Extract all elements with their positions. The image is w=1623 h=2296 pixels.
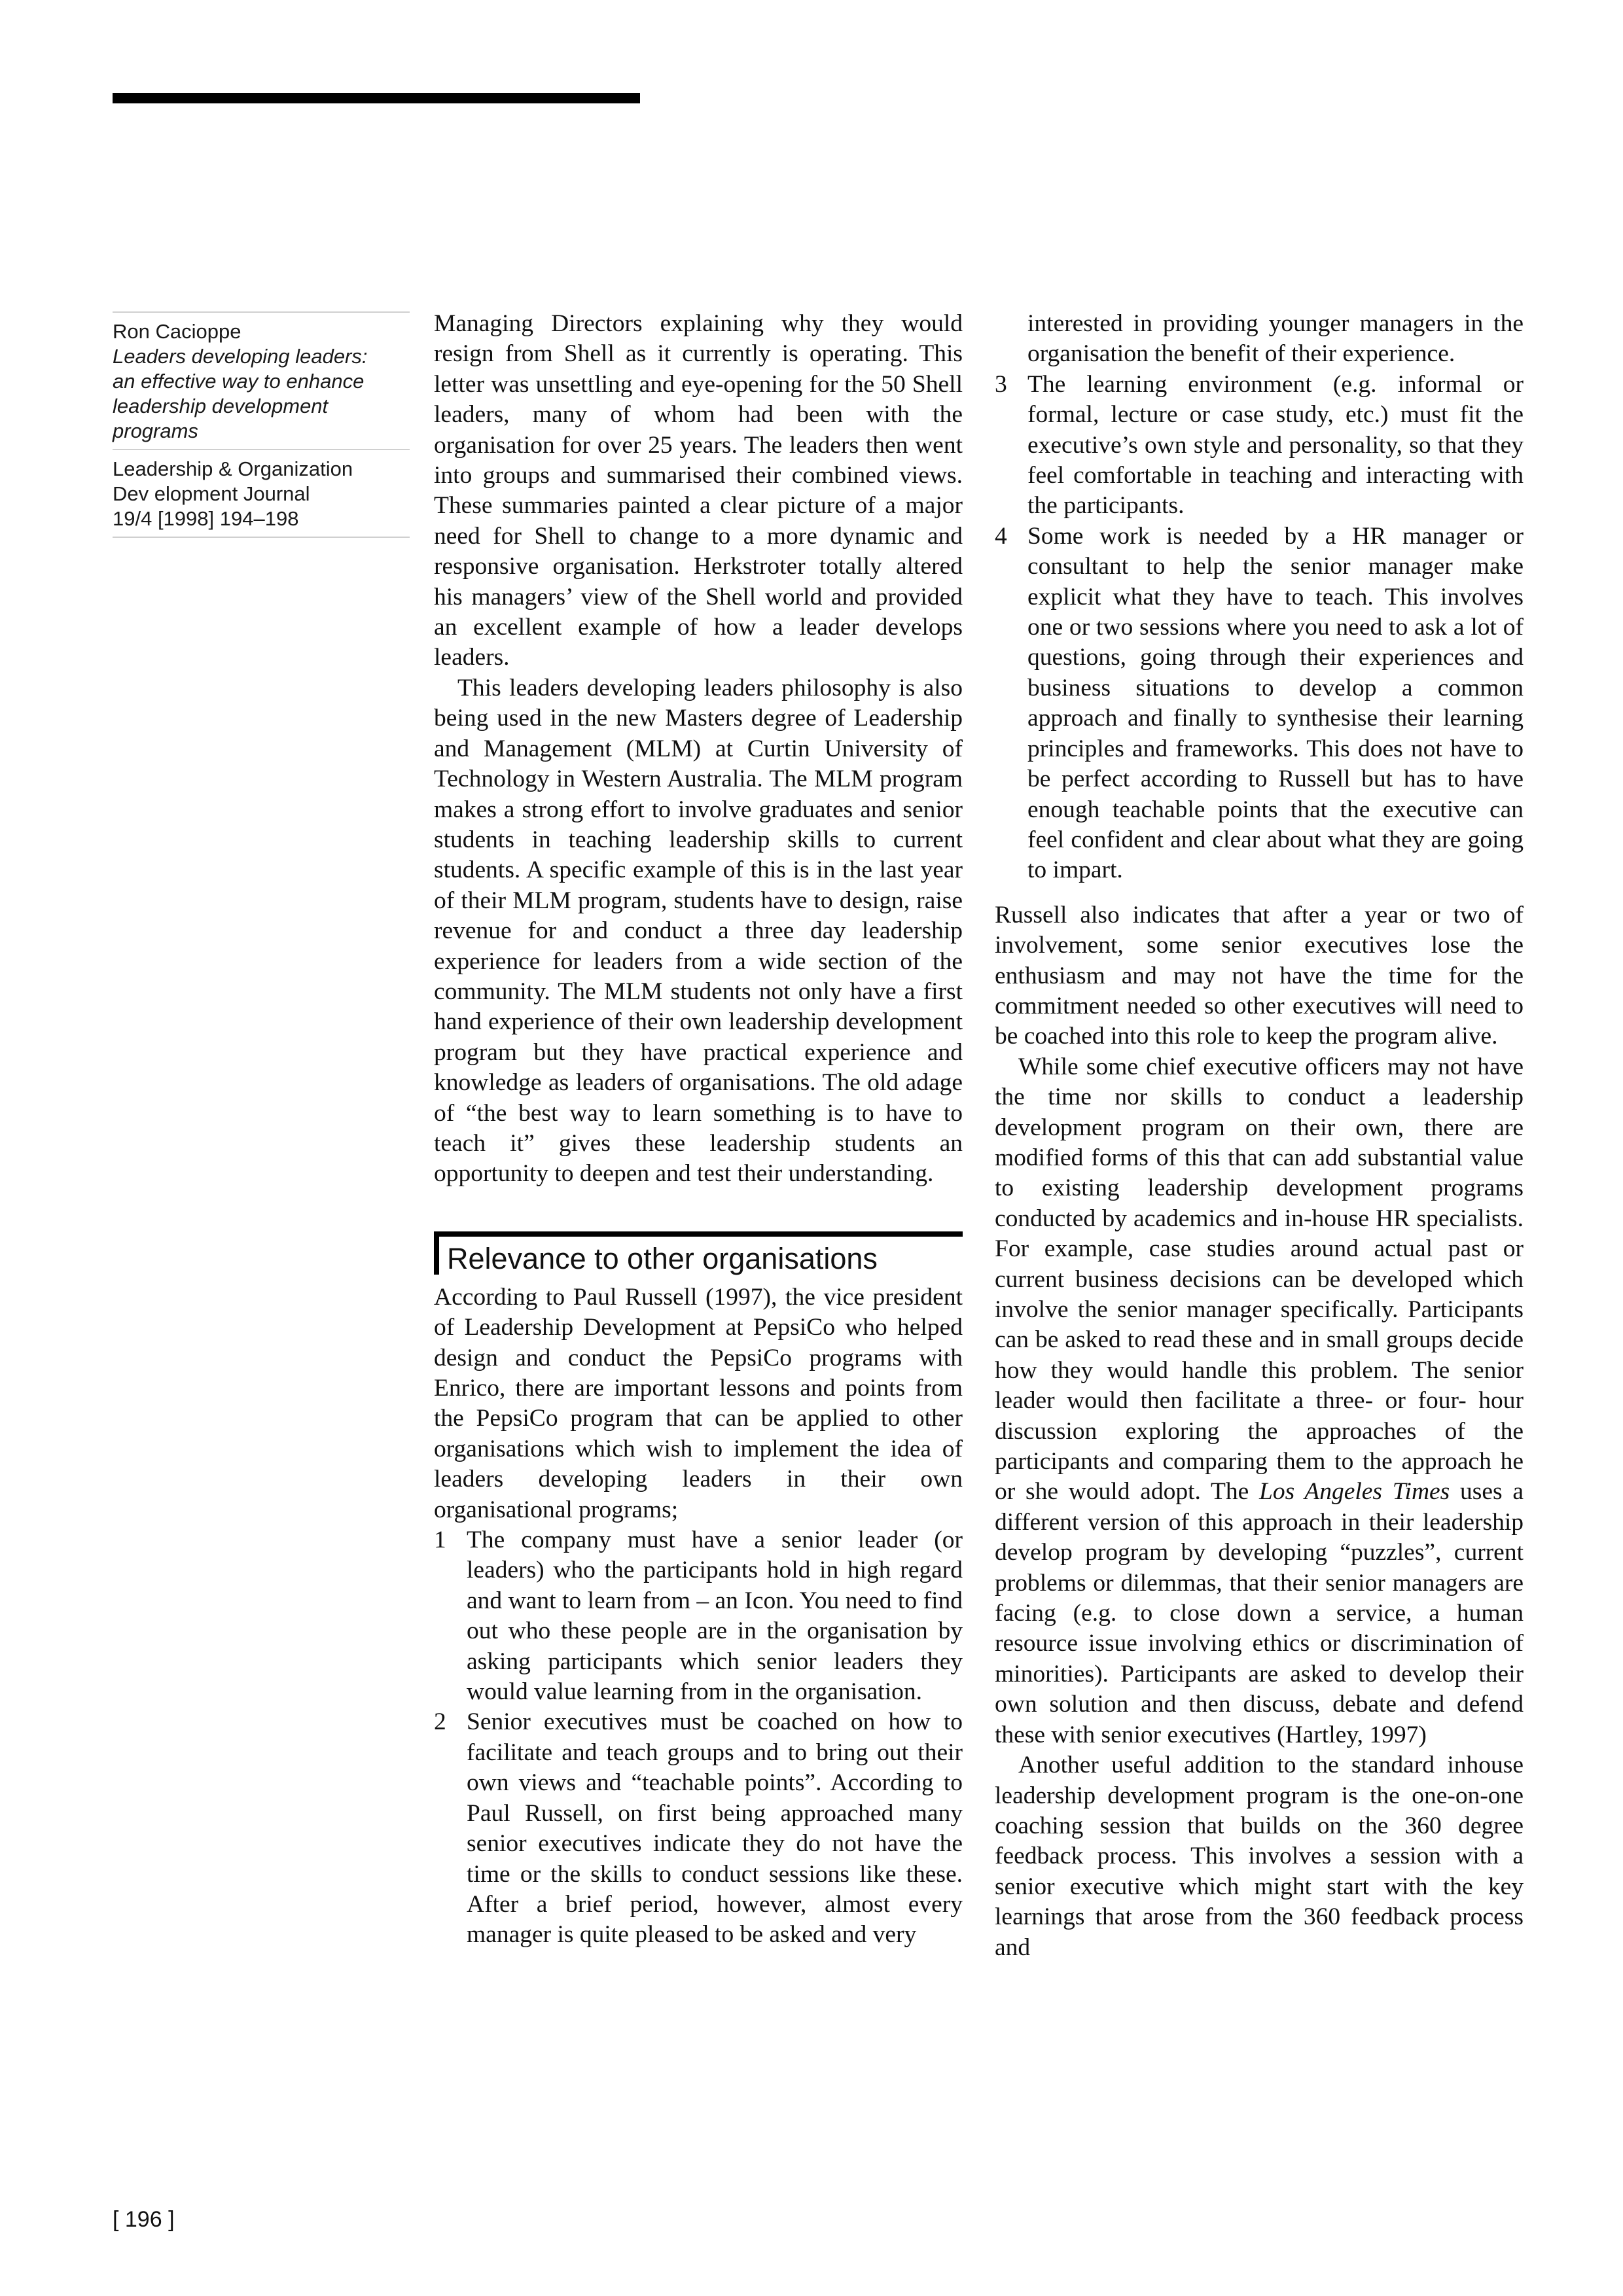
body-column-1: [434, 309, 963, 1951]
paragraph: Managing Directors explaining why they would resign from Shell as it currently is operating. This letter was unsettling and eye-opening for the 50 Shell leaders, many of whom had been with the organisation for over 25 years. The leaders then went into groups and summarised their combined views. These summaries painted a clear picture of a major need for Shell to change to a more dynamic and responsive organisation. Herkstroter totally altered his managers’ view of the Shell world and provided an excellent example of how a leader develops leaders.: [434, 310, 963, 671]
paragraph: Another useful addition to the standard inhouse leadership development program is the one-on-one coaching session that builds on the 360 degree feedback process. This involves a session with a senior executive which might start with the key learnings that arose from the 360 feedback process and: [995, 1752, 1524, 1961]
body-column-2: [995, 309, 1524, 1963]
journal-citation: 19/4 [1998] 194–198: [113, 507, 299, 530]
journal-name: Leadership & Organization: [113, 457, 353, 480]
publication-name: Los Angeles Times: [1259, 1478, 1450, 1506]
page-number: [ 196 ]: [113, 2207, 175, 2232]
section-heading-text: Relevance to other organisations: [447, 1241, 878, 1275]
list-item: 4 Some work is needed by a HR manager or consultant to help the senior manager make explicit what they have to teach. This involves one or two sessions where you need to ask a lot of questions, going through their experiences and business situations to develop a common approach and finally to synthesise their learning principles and frameworks. This does not have to be perfect according to Russell but has to have enough teachable points that the executive can feel confident and clear about what they are going to impart.: [995, 522, 1524, 884]
header-rule: [113, 93, 640, 103]
section-heading: [434, 1231, 963, 1273]
author-name: Ron Cacioppe: [113, 320, 241, 343]
list-item: 2 Senior executives must be coached on how to facilitate and teach groups and to bring out their own views and “teachable points”. According to Paul Russell, on first being approached many senior executives indicate they do not have the time or the skills to conduct sessions like these. After a brief period, however, almost every manager is quite pleased to be asked and very: [434, 1708, 963, 1949]
journal-info: [113, 449, 410, 538]
list-item: interested in providing younger managers in the organisation the benefit of their experience.: [1027, 310, 1524, 368]
paragraph: According to Paul Russell (1997), the vice president of Leadership Development at PepsiCo who helped design and conduct the PepsiCo programs with Enrico, there are important lessons and points from the PepsiCo program that can be applied to other organisations which wish to implement the idea of leaders developing leaders in their own organisational programs;: [434, 1283, 963, 1523]
paragraph: Russell also indicates that after a year or two of involvement, some senior executives lose the enthusiasm and may not have the time for the commitment needed so other executives will need to be coached into this role to keep the program alive.: [995, 901, 1524, 1050]
list-item: 1 The company must have a senior leader (or leaders) who the participants hold in high regard and want to learn from – an Icon. You need to find out who these people are in the organisation by asking participants which senior leaders they would value learning from in the organisation.: [434, 1527, 963, 1706]
article-title: Leaders developing leaders: an effective way to enhance leadership development programs: [113, 345, 368, 442]
list-item: 3 The learning environment (e.g. informal or formal, lecture or case study, etc.) must fit the executive’s own style and personality, so that they feel comfortable in teaching and interacting with the participants.: [995, 370, 1524, 520]
paragraph: This leaders developing leaders philosophy is also being used in the new Masters degree of Leadership and Management (MLM) at Curtin University of Technology in Western Australia. The MLM program makes a strong effort to involve graduates and senior students in teaching leadership skills to current students. A specific example of this is in the last year of their MLM program, students have to design, raise revenue for and conduct a three day leadership experience for leaders from a wide section of the community. The MLM students not only have a first hand experience of their own leadership development program but they have practical experience and knowledge as leaders of organisations. The old adage of “the best way to learn something is to have to teach it” gives these leadership students an opportunity to deepen and test their understanding.: [434, 674, 963, 1188]
article-sidebar: [113, 311, 410, 538]
paragraph: While some chief executive officers may not have the time nor skills to conduct a leadership development program on their own, there are modified forms of this that can add substantial value to existing leadership development programs conducted by academics and in-house HR specialists. For example, case studies around actual past or current business decisions can be developed which involve the senior manager specifically. Participants can be asked to read these and in small groups decide how they would handle this problem. The senior leader would then facilitate a three- or four- hour discussion exploring the approaches of the participants and comparing them to the approach he or she would adopt. The Los Angeles Times uses a different version of this approach in their leadership develop program by developing “puzzles”, current problems or dilemmas, that their senior managers are facing (e.g. to close down a service, a human resource issue involving ethics or discrimination of minorities). Participants are asked to develop their own solution and then discuss, debate and defend these with senior executives (Hartley, 1997): [995, 1053, 1524, 1748]
numbered-list: [434, 1525, 963, 1951]
numbered-list: [995, 309, 1524, 886]
journal-name-cont: Dev elopment Journal: [113, 482, 310, 505]
article-info: [113, 311, 410, 449]
